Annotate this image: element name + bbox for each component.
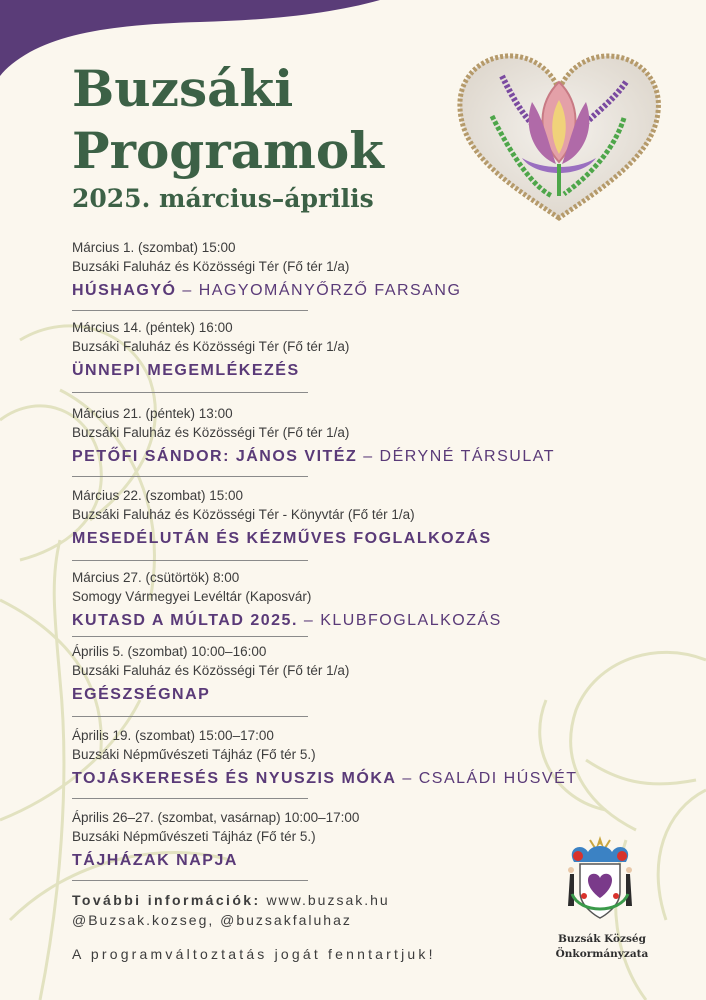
municipality-crest-logo: [560, 834, 640, 930]
event-divider: [72, 476, 308, 477]
info-footer: [72, 892, 436, 962]
event-location: Buzsáki Faluház és Közösségi Tér (Fő tér 1/a): [72, 425, 350, 440]
event-subtitle: – HAGYOMÁNYŐRZŐ FARSANG: [182, 282, 462, 299]
title-line-1: Buzsáki: [72, 59, 294, 118]
event-date: Március 14. (péntek) 16:00: [72, 320, 233, 335]
event-location: Somogy Vármegyei Levéltár (Kaposvár): [72, 589, 312, 604]
crest-caption: [540, 932, 664, 962]
event-item: [72, 404, 672, 469]
event-name: [72, 683, 672, 707]
event-name: [72, 527, 672, 551]
event-name: [72, 359, 672, 383]
date-range-subtitle: 2025. március–április: [72, 184, 374, 213]
event-location: Buzsáki Faluház és Közösségi Tér (Fő tér 1/a): [72, 663, 350, 678]
event-date: Március 1. (szombat) 15:00: [72, 240, 236, 255]
event-name: [72, 609, 672, 633]
page-title: [72, 58, 384, 182]
change-notice: A programváltoztatás jogát fenntartjuk!: [72, 946, 436, 962]
event-divider: [72, 310, 308, 311]
event-title: TOJÁSKERESÉS ÉS NYUSZIS MÓKA: [72, 770, 397, 787]
title-line-2: Programok: [72, 121, 384, 180]
event-location: Buzsáki Faluház és Közösségi Tér (Fő tér 1/a): [72, 339, 350, 354]
social-handles: @Buzsak.kozseg, @buzsakfaluhaz: [72, 912, 352, 928]
event-item: [72, 642, 672, 707]
info-line: [72, 892, 436, 908]
event-date: Április 26–27. (szombat, vasárnap) 10:00–17:00: [72, 810, 360, 825]
event-divider: [72, 392, 308, 393]
event-item: [72, 318, 672, 383]
event-divider: [72, 636, 308, 637]
event-location: Buzsáki Népművészeti Tájház (Fő tér 5.): [72, 747, 316, 762]
event-divider: [72, 560, 308, 561]
crest-caption-line-2: Önkormányzata: [555, 948, 649, 960]
event-name: [72, 279, 672, 303]
event-title: MESEDÉLUTÁN ÉS KÉZMŰVES FOGLALKOZÁS: [72, 530, 492, 547]
event-title: PETŐFI SÁNDOR: JÁNOS VITÉZ: [72, 448, 358, 465]
event-title: ÜNNEPI MEGEMLÉKEZÉS: [72, 362, 300, 379]
event-item: [72, 486, 672, 551]
event-subtitle: – CSALÁDI HÚSVÉT: [402, 770, 578, 787]
event-date: Április 19. (szombat) 15:00–17:00: [72, 728, 274, 743]
event-date: Április 5. (szombat) 10:00–16:00: [72, 644, 267, 659]
event-date: Március 27. (csütörtök) 8:00: [72, 570, 240, 585]
event-item: [72, 726, 672, 791]
event-date: Március 22. (szombat) 15:00: [72, 488, 244, 503]
event-title: EGÉSZSÉGNAP: [72, 686, 211, 703]
event-item: [72, 238, 672, 303]
event-title: KUTASD A MÚLTAD 2025.: [72, 612, 298, 629]
event-subtitle: – KLUBFOGLALKOZÁS: [303, 612, 502, 629]
website-link[interactable]: www.buzsak.hu: [266, 892, 390, 908]
event-location: Buzsáki Népművészeti Tájház (Fő tér 5.): [72, 829, 316, 844]
embroidered-heart-image: [452, 46, 666, 226]
info-label: További információk:: [72, 892, 261, 908]
event-name: [72, 445, 672, 469]
event-location: Buzsáki Faluház és Közösségi Tér - Könyvtár (Fő tér 1/a): [72, 507, 415, 522]
event-divider: [72, 880, 308, 881]
event-item: [72, 568, 672, 633]
event-title: HÚSHAGYÓ: [72, 282, 177, 299]
crest-caption-line-1: Buzsák Község: [558, 933, 646, 945]
event-name: [72, 767, 672, 791]
event-divider: [72, 716, 308, 717]
event-divider: [72, 798, 308, 799]
event-subtitle: – DÉRYNÉ TÁRSULAT: [363, 448, 555, 465]
event-location: Buzsáki Faluház és Közösségi Tér (Fő tér 1/a): [72, 259, 350, 274]
event-title: TÁJHÁZAK NAPJA: [72, 852, 238, 869]
event-date: Március 21. (péntek) 13:00: [72, 406, 233, 421]
